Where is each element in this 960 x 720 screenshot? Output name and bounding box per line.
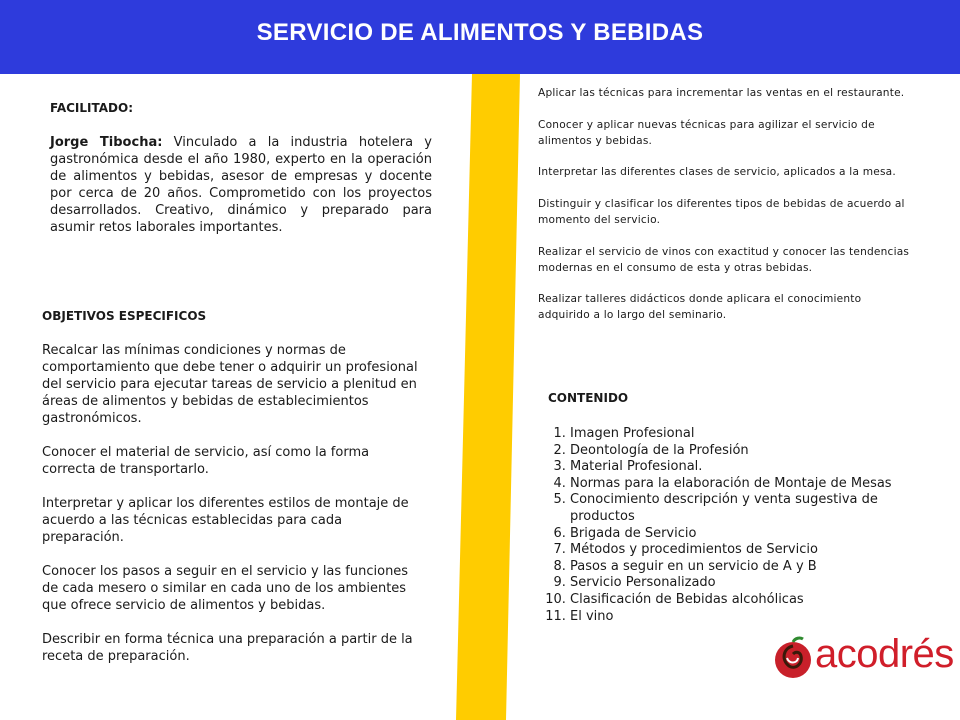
content-heading: CONTENIDO [548,391,629,405]
objectives-section [42,308,422,682]
content-item: 11. El vino [570,609,908,626]
right-objective-item: Aplicar las técnicas para incrementar las ventas en el restaurante. [538,87,905,99]
content-item: 6. Brigada de Servicio [570,526,908,543]
objective-item: Interpretar y aplicar los diferentes estilos de montaje de acuerdo a las técnicas establecidas para cada preparación. [42,496,409,545]
facilitator-section [50,100,432,236]
right-objectives-section [538,86,913,340]
facilitator-heading: FACILITADO: [50,101,133,115]
objective-item: Conocer el material de servicio, así como la forma correcta de transportarlo. [42,445,370,477]
content-item: 9. Servicio Personalizado [570,575,908,592]
facilitator-bio-text: Vinculado a la industria hotelera y gastronómica desde el año 1980, experto en la operación de alimentos y bebidas, asesor de empresas y docente por cerca de 20 años. Comprometido con los proyectos desarrollados. Creativo, dinámico y preparado para asumir retos laborales importantes. [50,135,432,235]
content-item: 10. Clasificación de Bebidas alcohólicas [570,592,908,609]
content-item: 5. Conocimiento descripción y venta sugestiva de productos [570,492,908,525]
right-objective-item: Distinguir y clasificar los diferentes tipos de bebidas de acuerdo al momento del servicio. [538,198,905,226]
content-item: 1. Imagen Profesional [570,426,908,443]
content-item: 8. Pasos a seguir en un servicio de A y B [570,559,908,576]
right-objective-item: Conocer y aplicar nuevas técnicas para agilizar el servicio de alimentos y bebidas. [538,118,875,147]
objectives-heading: OBJETIVOS ESPECIFICOS [42,309,207,323]
content-item: 2. Deontología de la Profesión [570,443,908,460]
acodres-logo-icon [773,636,813,680]
page-title: SERVICIO DE ALIMENTOS Y BEBIDAS [256,19,704,46]
objective-item: Conocer los pasos a seguir en el servicio y las funciones de cada mesero o similar en cada uno de los ambientes que ofrece servicio de alimentos y bebidas. [42,564,409,613]
right-objective-item: Realizar talleres didácticos donde aplicara el conocimiento adquirido a lo largo del seminario. [538,293,862,322]
acodres-logo [773,632,954,682]
header-bar [0,0,960,74]
objective-item: Recalcar las mínimas condiciones y normas de comportamiento que debe tener o adquirir un profesional del servicio para ejecutar tareas de servicio a plenitud en áreas de alimentos y bebidas de establecimientos gastronómicos. [42,343,418,426]
logo-text: acodrés [815,632,954,676]
facilitator-name: Jorge Tibocha: [50,135,163,150]
content-item: 3. Material Profesional. [570,459,908,476]
right-objective-item: Interpretar las diferentes clases de servicio, aplicados a la mesa. [538,166,896,179]
facilitator-bio [50,134,432,236]
content-item: 4. Normas para la elaboración de Montaje de Mesas [570,476,908,493]
right-objective-item: Realizar el servicio de vinos con exactitud y conocer las tendencias modernas en el consumo de esta y otras bebidas. [538,245,910,274]
content-section [548,391,908,625]
content-list [548,426,908,625]
objective-item: Describir en forma técnica una preparación a partir de la receta de preparación. [42,632,413,664]
content-item: 7. Métodos y procedimientos de Servicio [570,542,908,559]
